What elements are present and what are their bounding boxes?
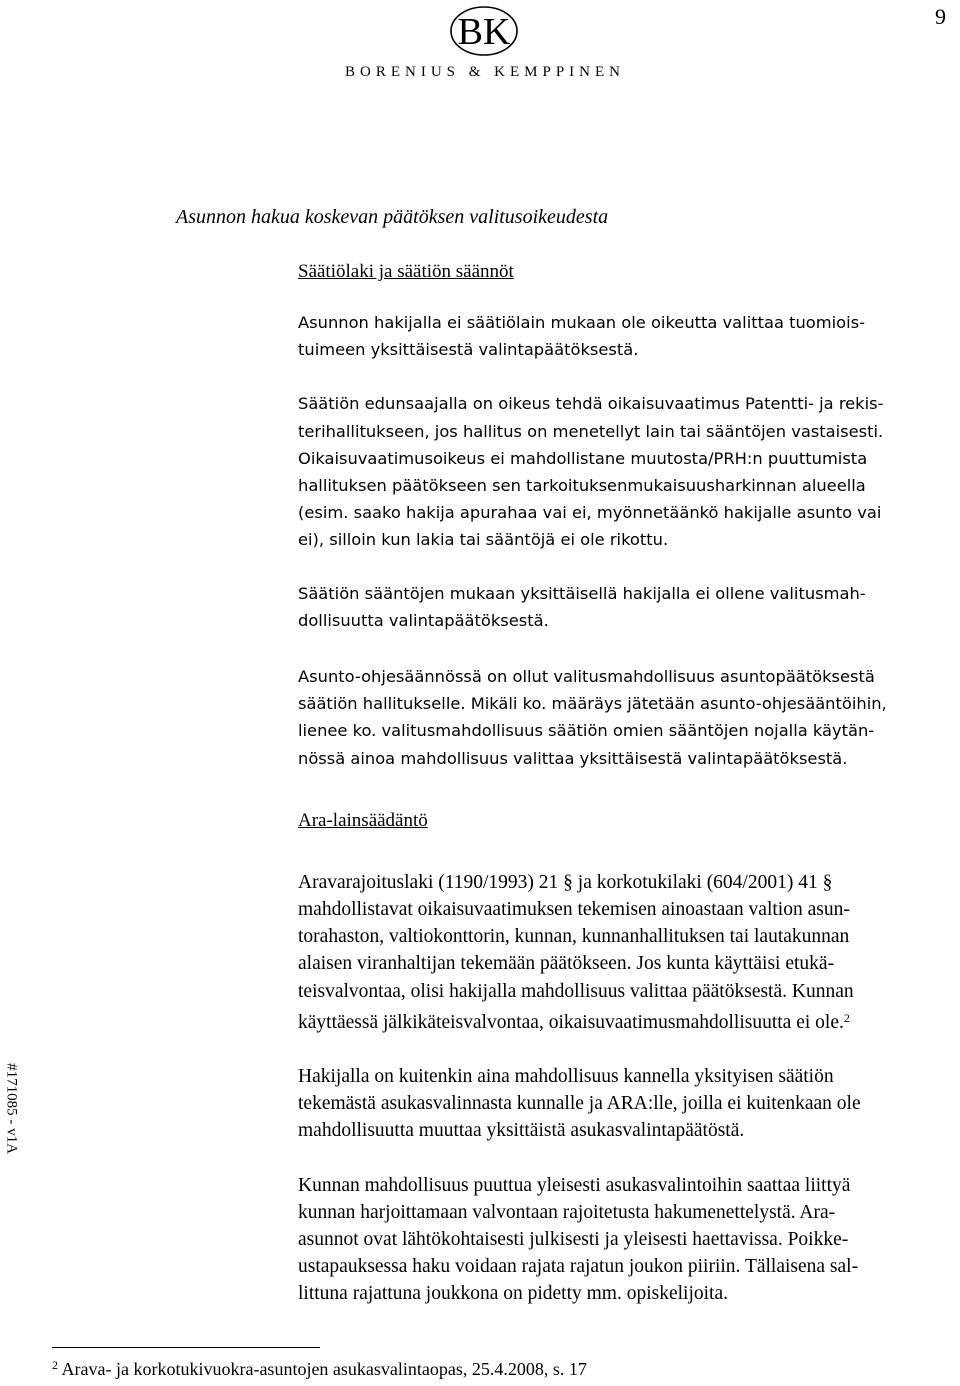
text-line: littuna rajattuna joukkona on pidetty mm. opiskelijoita. <box>298 1283 729 1305</box>
page-number: 9 <box>935 4 946 29</box>
bk-monogram-icon <box>448 4 520 58</box>
text-line: alaisen viranhaltijan tekemään päätökseen. Jos kunta käyttäisi etukä- <box>298 953 835 975</box>
text-line: Säätiön sääntöjen mukaan yksittäisellä hakijalla ei ollene valitusmah- <box>298 583 866 603</box>
logo-monogram-text: BK <box>457 11 511 53</box>
footnote-marker: 2 <box>52 1358 58 1372</box>
section-title: Asunnon hakua koskevan päätöksen valitusoikeudesta <box>176 206 609 228</box>
document-body <box>298 258 956 1308</box>
text-line: mahdollistavat oikaisuvaatimuksen tekemisen ainoastaan valtion asun- <box>298 899 850 921</box>
paragraph <box>298 663 956 772</box>
text-line: Hakijalla on kuitenkin aina mahdollisuus kannella yksityisen säätiön <box>298 1066 834 1088</box>
text-line: Säätiön edunsaajalla on oikeus tehdä oikaisuvaatimus Patentti- ja rekis- <box>298 394 884 414</box>
text-line: teisvalvontaa, olisi hakijalla mahdollisuus valittaa päätöksestä. Kunnan <box>298 980 854 1002</box>
text-line: asunnot ovat lähtökohtaisesti julkisesti ja yleisesti haettavissa. Poikke- <box>298 1229 849 1251</box>
text-line: Asunnon hakijalla ei säätiölain mukaan ole oikeutta valittaa tuomiois- <box>298 313 865 332</box>
text-line: kunnan harjoittamaan valvontaan rajoitetusta hakumenettelystä. Ara- <box>298 1201 836 1223</box>
text-line: hallituksen päätökseen sen tarkoituksenmukaisuusharkinnan alueella <box>298 476 866 496</box>
text-line: Kunnan mahdollisuus puuttua yleisesti asukasvalintoihin saattaa liittyä <box>298 1174 851 1196</box>
text-line: mahdollisuutta muuttaa yksittäistä asukasvalintapäätöstä. <box>298 1120 745 1142</box>
text-line: ei), silloin kun lakia tai sääntöjä ei ole rikottu. <box>298 530 669 550</box>
document-id-stamp: #171085 - v1A <box>3 1063 20 1154</box>
text-line: Oikaisuvaatimusoikeus ei mahdollistane muutosta/PRH:n puuttumista <box>298 448 868 468</box>
subheading-foundation-law: Säätiölaki ja säätiön säännöt <box>298 261 514 282</box>
text-line: dollisuutta valintapäätöksestä. <box>298 610 549 630</box>
paragraph <box>298 390 956 553</box>
paragraph <box>298 309 956 363</box>
text-line: käyttäessä jälkikäteisvalvontaa, oikaisuvaatimusmahdollisuutta ei ole. <box>298 1011 844 1033</box>
paragraph <box>298 1063 956 1145</box>
footnote-text: Arava- ja korkotukivuokra-asuntojen asukasvalintaopas, 25.4.2008, s. 17 <box>61 1359 587 1379</box>
text-line: Aravarajoituslaki (1190/1993) 21 § ja korkotukilaki (604/2001) 41 § <box>298 871 833 893</box>
text-line: Asunto-ohjesäännössä on ollut valitusmahdollisuus asuntopäätöksestä <box>298 667 875 687</box>
subheading-ara-legislation: Ara-lainsäädäntö <box>298 809 428 831</box>
footnote-divider <box>52 1347 320 1348</box>
text-line: (esim. saako hakija apurahaa vai ei, myönnetäänkö hakijalle asunto vai <box>298 503 882 523</box>
firm-logo <box>330 2 640 84</box>
text-line: ustapauksessa haku voidaan rajata rajatun joukon piiriin. Tällaisena sal- <box>298 1256 859 1278</box>
paragraph <box>298 1172 956 1308</box>
paragraph <box>298 580 956 634</box>
text-line: terihallitukseen, jos hallitus on menetellyt lain tai sääntöjen vastaisesti. <box>298 421 884 441</box>
paragraph <box>298 869 956 1036</box>
text-line: tuimeen yksittäisestä valintapäätöksestä. <box>298 340 639 360</box>
text-line: lienee ko. valitusmahdollisuus säätiön omien sääntöjen nojalla käytän- <box>298 721 875 741</box>
logo-firm-name: BORENIUS & KEMPPINEN <box>344 64 625 80</box>
text-line: nössä ainoa mahdollisuus valittaa yksittäisestä valintapäätöksestä. <box>298 748 848 768</box>
text-line: säätiön hallitukselle. Mikäli ko. määräys jätetään asunto-ohjesääntöihin, <box>298 694 887 714</box>
text-line: tekemästä asukasvalinnasta kunnalle ja ARA:lle, joilla ei kuitenkaan ole <box>298 1093 861 1115</box>
footnote <box>52 1358 587 1380</box>
text-line: torahaston, valtiokonttorin, kunnan, kunnanhallituksen tai lautakunnan <box>298 926 850 948</box>
footnote-reference: 2 <box>843 1010 850 1025</box>
